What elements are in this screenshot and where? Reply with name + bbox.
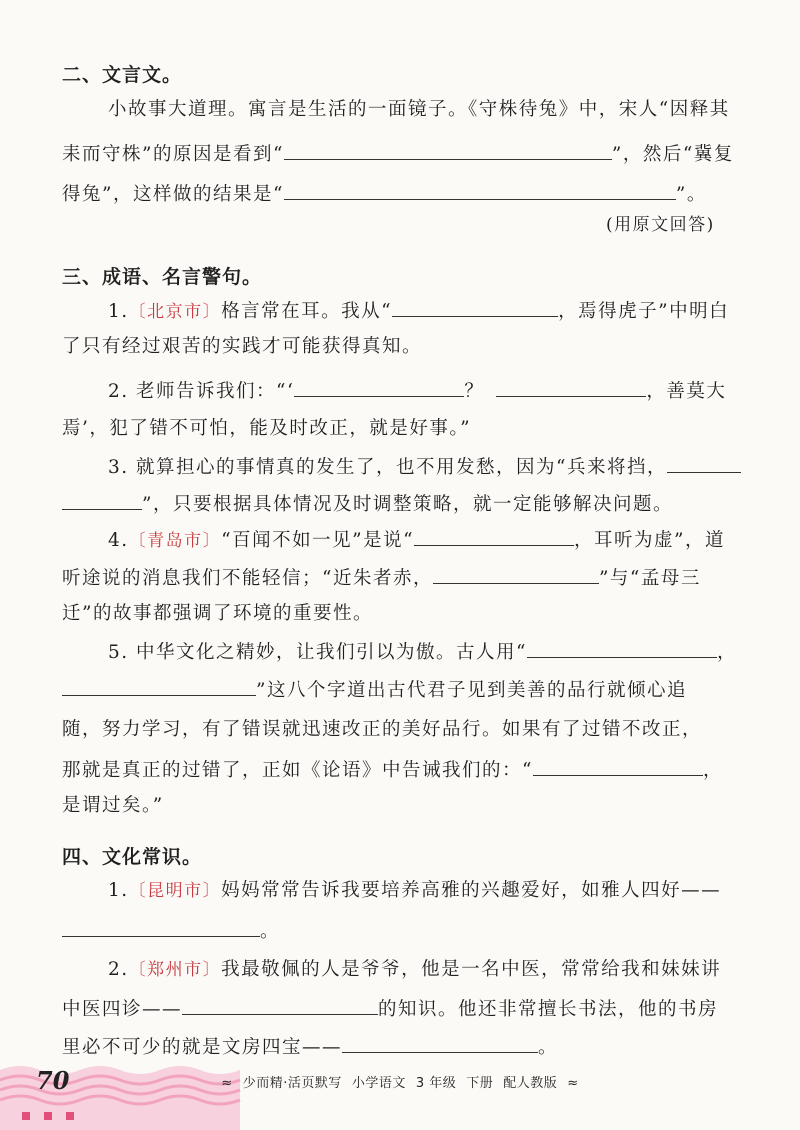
text: 5. 中华文化之精妙，让我们引以为傲。古人用“ bbox=[108, 642, 527, 663]
text: ， bbox=[717, 642, 738, 663]
footer-wave-decoration bbox=[0, 1060, 800, 1130]
section-heading-3: 三、成语、名言警句。 bbox=[62, 266, 263, 288]
answer-note: (用原文回答) bbox=[606, 215, 715, 235]
text: 里必不可少的就是文房四宝—— bbox=[62, 1037, 343, 1058]
s3-q4-line-1 bbox=[108, 527, 725, 553]
text: ”这八个字道出古代君子见到美善的品行就倾心追 bbox=[256, 680, 687, 701]
s4-q2-line-1 bbox=[108, 958, 721, 982]
text: ，焉得虎子”中明白 bbox=[558, 301, 730, 322]
series-volume: 下册 bbox=[466, 1076, 494, 1091]
s3-q5-line-2 bbox=[62, 677, 687, 703]
text: ，耳听为虚”，道 bbox=[574, 530, 725, 551]
s3-q4-line-3: 迁”的故事都强调了环境的重要性。 bbox=[62, 603, 373, 624]
text: 。 bbox=[538, 1037, 559, 1058]
text: 中医四诊—— bbox=[62, 999, 183, 1020]
answer-blank[interactable] bbox=[414, 527, 574, 546]
s3-q3-line-2 bbox=[62, 491, 673, 517]
s2-line-2 bbox=[62, 141, 734, 167]
region-tag: 〔郑州市〕 bbox=[128, 960, 222, 980]
text: ， bbox=[702, 760, 723, 781]
answer-blank[interactable] bbox=[342, 1034, 538, 1053]
s3-q1-line-2: 了只有经过艰苦的实践才可能获得真知。 bbox=[62, 336, 423, 357]
answer-blank[interactable] bbox=[667, 454, 741, 473]
text: ”与“孟母三 bbox=[598, 568, 701, 589]
wave-right-icon: ≈ bbox=[567, 1076, 579, 1091]
s3-q2-line-1 bbox=[108, 378, 726, 404]
s3-q2-line-2: 焉’，犯了错不可怕，能及时改正，就是好事。” bbox=[62, 418, 472, 439]
s3-q4-line-2 bbox=[62, 565, 701, 591]
text: 的知识。他还非常擅长书法，他的书房 bbox=[378, 999, 719, 1020]
answer-blank[interactable] bbox=[284, 141, 612, 160]
text: 那就是真正的过错了，正如《论语》中告诫我们的：“ bbox=[62, 760, 533, 781]
answer-blank[interactable] bbox=[433, 565, 599, 584]
s3-q1-line-1 bbox=[108, 298, 729, 324]
series-grade: 3 年级 bbox=[415, 1076, 457, 1091]
answer-blank[interactable] bbox=[392, 298, 558, 317]
s3-q3-line-1 bbox=[108, 454, 741, 480]
text: 我最敬佩的人是爷爷，他是一名中医，常常给我和妹妹讲 bbox=[221, 959, 722, 980]
text: 。 bbox=[260, 921, 281, 942]
s4-q1-line-1 bbox=[108, 879, 721, 903]
text: 听途说的消息我们不能轻信；“近朱者赤， bbox=[62, 568, 433, 589]
answer-blank[interactable] bbox=[496, 378, 646, 397]
region-tag: 〔昆明市〕 bbox=[128, 881, 222, 901]
text: “百闻不如一见”是说“ bbox=[221, 530, 415, 551]
series-info bbox=[0, 1072, 800, 1091]
answer-blank[interactable] bbox=[284, 181, 676, 200]
s4-q2-line-2 bbox=[62, 996, 718, 1022]
text: 3. 就算担心的事情真的发生了，也不用发愁，因为“兵来将挡， bbox=[108, 457, 667, 478]
answer-blank[interactable] bbox=[533, 757, 703, 776]
text: ”，然后“冀复 bbox=[611, 144, 734, 165]
answer-blank[interactable] bbox=[182, 996, 378, 1015]
text: 耒而守株”的原因是看到“ bbox=[62, 144, 284, 165]
answer-blank[interactable] bbox=[62, 677, 256, 696]
text: 得兔”，这样做的结果是“ bbox=[62, 184, 284, 205]
question-number: 4. bbox=[108, 530, 129, 551]
text: ”。 bbox=[675, 184, 707, 205]
s2-line-1: 小故事大道理。寓言是生活的一面镜子。《守株待兔》中，宋人“因释其 bbox=[108, 99, 730, 120]
text: 妈妈常常告诉我要培养高雅的兴趣爱好，如雅人四好—— bbox=[221, 880, 722, 901]
s3-q5-line-5: 是谓过矣。” bbox=[62, 795, 164, 816]
text: ”，只要根据具体情况及时调整策略，就一定能够解决问题。 bbox=[142, 494, 673, 515]
text: 格言常在耳。我从“ bbox=[221, 301, 393, 322]
series-brand: 少而精·活页默写 bbox=[242, 1076, 342, 1091]
section-heading-2: 二、文言文。 bbox=[62, 64, 183, 86]
region-tag: 〔青岛市〕 bbox=[128, 531, 222, 551]
s3-q5-line-4 bbox=[62, 757, 723, 783]
question-number: 2. bbox=[108, 959, 129, 980]
s2-line-3 bbox=[62, 181, 707, 207]
section-heading-4: 四、文化常识。 bbox=[62, 846, 203, 868]
answer-blank[interactable] bbox=[527, 639, 717, 658]
region-tag: 〔北京市〕 bbox=[128, 302, 222, 322]
page-number: 70 bbox=[36, 1066, 70, 1095]
s3-q5-line-3: 随，努力学习，有了错误就迅速改正的美好品行。如果有了过错不改正， bbox=[62, 719, 703, 740]
text: ？ bbox=[464, 381, 485, 402]
series-edition: 配人教版 bbox=[503, 1076, 558, 1091]
answer-blank[interactable] bbox=[294, 378, 464, 397]
s3-q5-line-1 bbox=[108, 639, 737, 665]
question-number: 1. bbox=[108, 301, 129, 322]
answer-blank[interactable] bbox=[62, 918, 260, 937]
wave-left-icon: ≈ bbox=[221, 1076, 233, 1091]
text: 2. 老师告诉我们：“‘ bbox=[108, 381, 295, 402]
series-subject: 小学语文 bbox=[351, 1076, 406, 1091]
answer-blank[interactable] bbox=[62, 491, 142, 510]
s4-q2-line-3 bbox=[62, 1034, 558, 1060]
question-number: 1. bbox=[108, 880, 129, 901]
s4-q1-line-2 bbox=[62, 918, 280, 944]
text: ，善莫大 bbox=[646, 381, 727, 402]
